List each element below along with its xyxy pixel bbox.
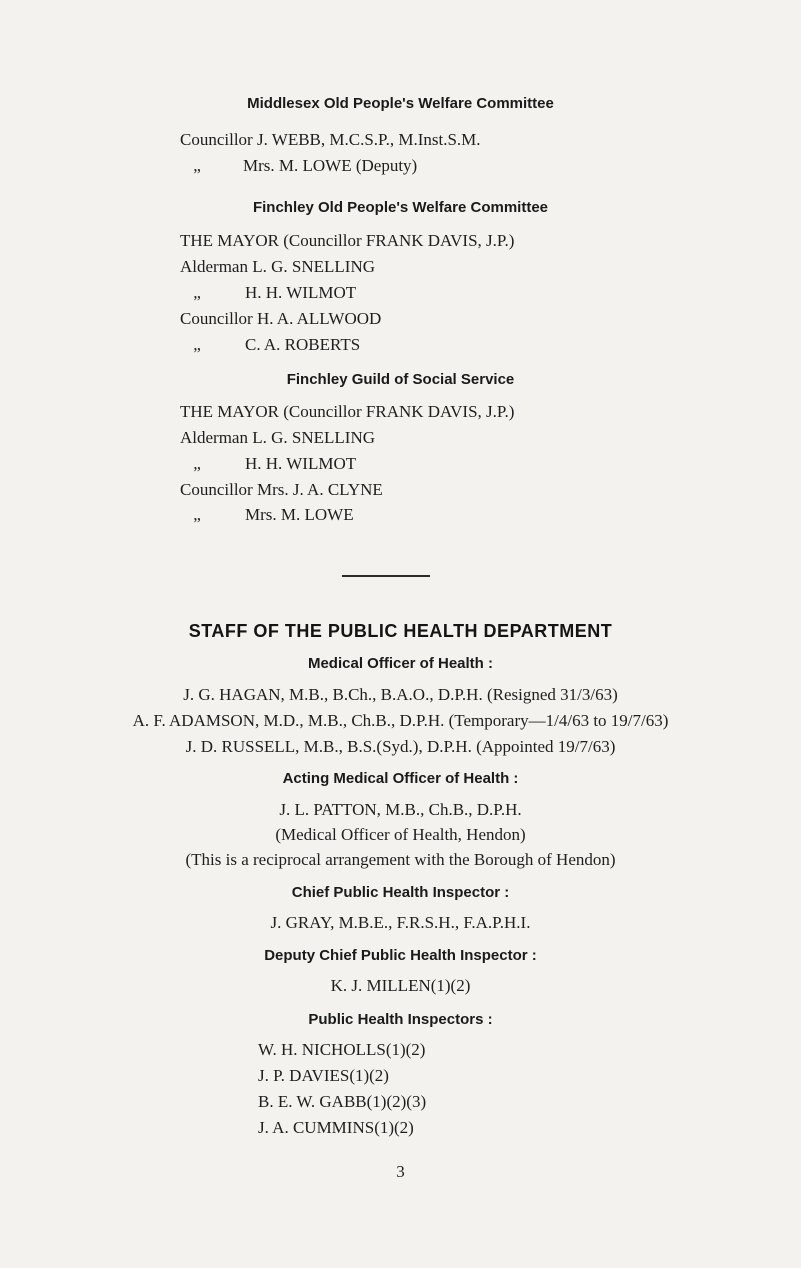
finchley-guild-heading: Finchley Guild of Social Service	[286, 371, 515, 388]
member-name: H. H. WILMOT	[245, 283, 357, 302]
staff-entry: J. L. PATTON, M.B., Ch.B., D.P.H.	[279, 800, 522, 819]
committee-member	[180, 478, 383, 502]
member-name: Mrs. M. LOWE	[245, 505, 354, 524]
staff-entry: (This is a reciprocal arrangement with the Borough of Hendon)	[185, 850, 616, 869]
inspector-entry: B. E. W. GABB(1)(2)(3)	[258, 1092, 427, 1111]
ditto-mark: „	[193, 156, 201, 175]
deputy-inspector-heading: Deputy Chief Public Health Inspector :	[264, 947, 537, 964]
mayor-line: THE MAYOR (Councillor FRANK DAVIS, J.P.)	[180, 402, 515, 421]
ditto-mark: „	[193, 335, 201, 354]
staff-entry: J. G. HAGAN, M.B., B.Ch., B.A.O., D.P.H. (Resigned 31/3/63)	[183, 685, 618, 704]
member-name: H. A. ALLWOOD	[256, 309, 382, 328]
committee-member	[180, 255, 375, 279]
committee-member	[180, 128, 481, 152]
section-divider	[342, 575, 430, 577]
acting-moh-heading: Acting Medical Officer of Health :	[282, 770, 519, 787]
finchley-committee-heading: Finchley Old People's Welfare Committee	[252, 199, 549, 216]
member-name: H. H. WILMOT	[245, 454, 357, 473]
member-title: Councillor	[180, 309, 253, 328]
staff-heading: STAFF OF THE PUBLIC HEALTH DEPARTMENT	[188, 621, 613, 641]
inspector-entry: W. H. NICHOLLS(1)(2)	[258, 1040, 426, 1059]
member-name: Mrs. J. A. CLYNE	[256, 480, 383, 499]
moh-heading: Medical Officer of Health :	[307, 655, 494, 672]
chief-inspector-heading: Chief Public Health Inspector :	[291, 884, 510, 901]
member-name: J. WEBB, M.C.S.P., M.Inst.S.M.	[256, 130, 481, 149]
ditto-mark: „	[193, 283, 201, 302]
inspector-entry: J. A. CUMMINS(1)(2)	[258, 1118, 414, 1137]
staff-entry: J. D. RUSSELL, M.B., B.S.(Syd.), D.P.H. (Appointed 19/7/63)	[185, 737, 616, 756]
ditto-mark: „	[193, 505, 201, 524]
middlesex-committee-heading: Middlesex Old People's Welfare Committee	[247, 95, 554, 112]
member-title: Councillor	[180, 480, 253, 499]
member-name: C. A. ROBERTS	[245, 335, 361, 354]
inspectors-heading: Public Health Inspectors :	[308, 1011, 493, 1028]
member-name: L. G. SNELLING	[252, 428, 375, 447]
staff-entry: K. J. MILLEN(1)(2)	[330, 976, 471, 995]
staff-entry: A. F. ADAMSON, M.D., M.B., Ch.B., D.P.H. (Temporary—1/4/63 to 19/7/63)	[132, 711, 669, 730]
member-name: L. G. SNELLING	[252, 257, 375, 276]
staff-entry: (Medical Officer of Health, Hendon)	[275, 825, 526, 844]
staff-entry: J. GRAY, M.B.E., F.R.S.H., F.A.P.H.I.	[270, 913, 531, 932]
committee-member	[180, 426, 375, 450]
mayor-line: THE MAYOR (Councillor FRANK DAVIS, J.P.)	[180, 231, 515, 250]
member-title: Councillor	[180, 130, 253, 149]
committee-member	[180, 307, 381, 331]
inspector-entry: J. P. DAVIES(1)(2)	[258, 1066, 389, 1085]
page-number: 3	[396, 1162, 405, 1181]
ditto-mark: „	[193, 454, 201, 473]
member-name: Mrs. M. LOWE (Deputy)	[243, 156, 418, 175]
member-title: Alderman	[180, 428, 248, 447]
member-title: Alderman	[180, 257, 248, 276]
